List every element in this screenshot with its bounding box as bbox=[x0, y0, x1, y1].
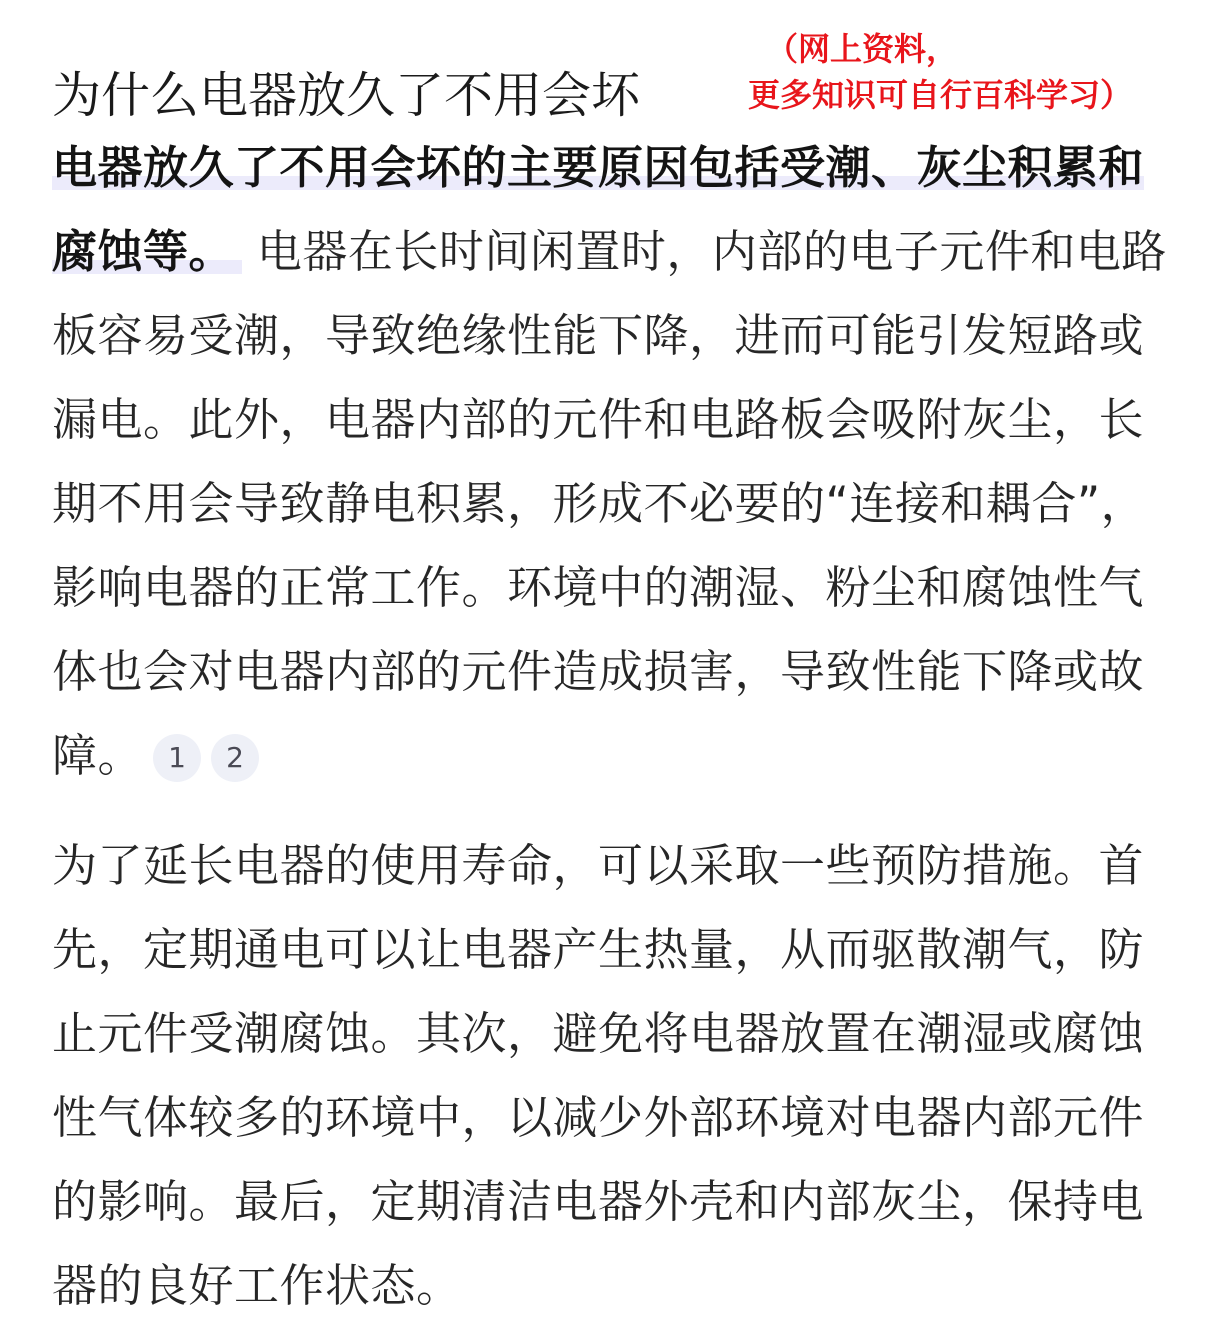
paragraph-2-body: 为了延长电器的使用寿命，可以采取一些预防措施。首先，定期通电可以让电器产生热量，从而驱散潮气，防止元件受潮腐蚀。其次，避免将电器放置在潮湿或腐蚀性气体较多的环境中，以减少外部环境对电器内部元件的影响。最后，定期清洁电器外壳和内部灰尘，保持电器的良好工作状态。 bbox=[52, 839, 1145, 1312]
citation-badge-1[interactable]: 1 bbox=[153, 734, 201, 782]
annotation-note bbox=[748, 26, 1188, 118]
annotation-line-2: 更多知识可自行百科学习） bbox=[748, 76, 1133, 114]
citation-badge-2[interactable]: 2 bbox=[211, 734, 259, 782]
answer-content bbox=[52, 126, 1172, 1328]
annotation-line-1: （网上资料， bbox=[766, 30, 959, 68]
paragraph-1 bbox=[52, 126, 1172, 798]
paragraph-1-body: 电器在长时间闲置时，内部的电子元件和电路板容易受潮，导致绝缘性能下降，进而可能引发短路或漏电。此外，电器内部的元件和电路板会吸附灰尘，长期不用会导致静电积累，形成不必要的“连接和耦合”，影响电器的正常工作。环境中的潮湿、粉尘和腐蚀性气体也会对电器内部的元件造成损害，导致性能下降或故障。 bbox=[52, 225, 1167, 782]
page-title: 为什么电器放久了不用会坏 bbox=[52, 66, 641, 124]
paragraph-2 bbox=[52, 824, 1172, 1328]
summary-highlight: 电器放久了不用会坏的主要原因包括受潮、灰尘积累和腐蚀等。 bbox=[52, 141, 1145, 278]
